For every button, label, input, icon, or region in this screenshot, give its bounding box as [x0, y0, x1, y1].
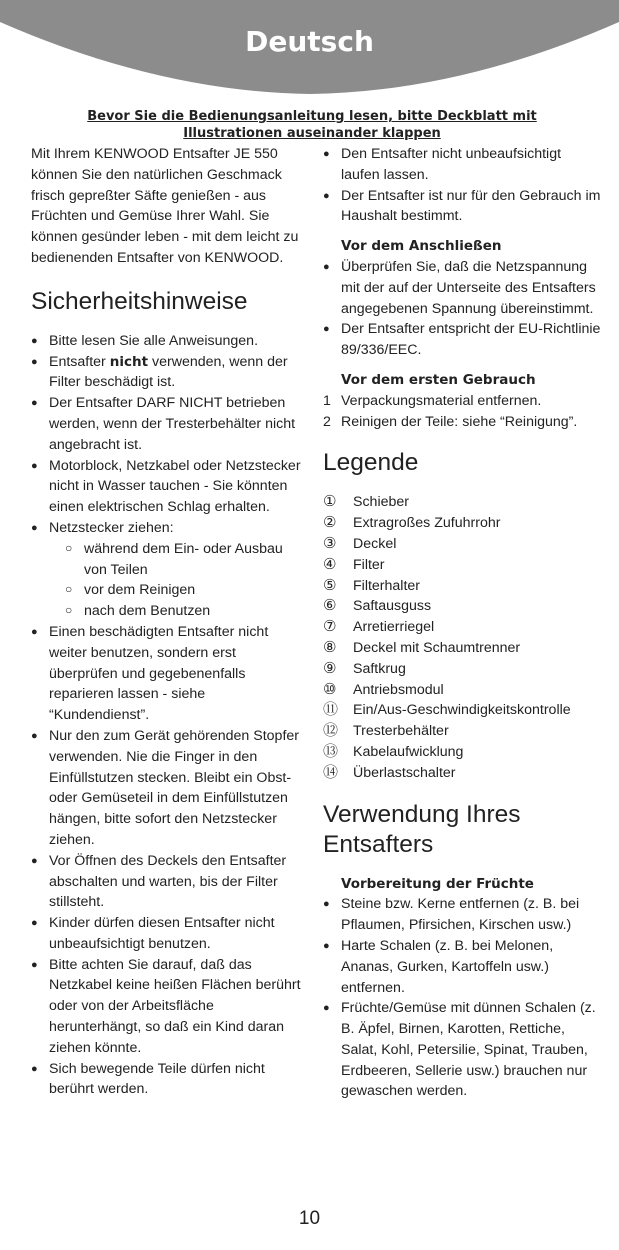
step-item: [323, 391, 603, 412]
list-item: ● Der Entsafter DARF NICHT betrieben werden, wenn der Tresterbehälter nicht angebracht ist.: [31, 393, 303, 455]
sub-list-item: ○ während dem Ein- oder Ausbau von Teilen: [49, 539, 303, 581]
legend-text: Extragroßes Zufuhrrohr: [353, 515, 501, 532]
first-use-steps: [323, 391, 603, 433]
legend-item: [323, 763, 603, 784]
legend-item: [323, 742, 603, 763]
step-item: [323, 412, 603, 433]
list-item: ● Den Entsafter nicht unbeaufsichtigt laufen lassen.: [323, 144, 603, 186]
legend-number: ⑫: [323, 722, 339, 740]
header-band: [0, 0, 619, 100]
legend-text: Antriebsmodul: [353, 681, 444, 698]
sub-list-item: ○ vor dem Reinigen: [49, 580, 303, 601]
fruit-prep-heading: Vorbereitung der Früchte: [341, 875, 534, 892]
legend-number: ⑤: [323, 576, 337, 594]
safety-heading: Sicherheitshinweise: [31, 287, 248, 315]
legend-text: Arretierriegel: [353, 619, 435, 636]
list-item: ● Der Entsafter entspricht der EU-Richtlinie 89/336/EEC.: [323, 319, 603, 361]
foldout-notice: Bevor Sie die Bedienungsanleitung lesen, bitte Deckblatt mit Illustrationen auseinander klappen: [87, 109, 537, 141]
legend-number: ⑦: [323, 618, 337, 636]
left-column: [31, 144, 303, 1100]
legend-text: Filterhalter: [353, 577, 421, 594]
legend-item: [323, 596, 603, 617]
legend-number: ⑪: [323, 701, 339, 719]
legend-text: Deckel: [353, 535, 397, 552]
legend-item: [323, 513, 603, 534]
legend-text: Saftausguss: [353, 598, 432, 615]
step-number: 1: [323, 392, 331, 409]
legend-text: Tresterbehälter: [353, 723, 449, 740]
list-item: ● Vor Öffnen des Deckels den Entsafter abschalten und warten, bis der Filter stillsteht.: [31, 851, 303, 913]
legend-number: ③: [323, 534, 337, 552]
legend-number: ⑨: [323, 659, 337, 677]
right-column: [323, 144, 603, 1102]
legend-text: Ein/Aus-Geschwindigkeitskontrolle: [353, 702, 571, 719]
list-item: ● Bitte achten Sie darauf, daß das Netzkabel keine heißen Flächen berührt oder von der Arbeitsfläche herunterhängt, so daß ein Kind daran ziehen könnte.: [31, 955, 303, 1059]
safety-list: [31, 331, 303, 1100]
first-use-heading: Vor dem ersten Gebrauch: [341, 371, 536, 388]
emphasis-text: nicht: [109, 353, 149, 370]
legend-number: ④: [323, 555, 337, 573]
list-item: ● Früchte/Gemüse mit dünnen Schalen (z. B. Äpfel, Birnen, Karotten, Rettiche, Salat, Kohl, Petersilie, Spinat, Trauben, Erdbeeren, Sellerie usw.) brauchen nur gewaschen werden.: [323, 998, 603, 1102]
list-item-text: Netzstecker ziehen:: [49, 519, 174, 536]
language-title: Deutsch: [245, 25, 374, 58]
legend-number: ⑩: [323, 680, 337, 698]
legend-text: Saftkrug: [353, 660, 406, 677]
legend-item: [323, 617, 603, 638]
connect-heading: Vor dem Anschließen: [341, 238, 502, 255]
legend-item: [323, 555, 603, 576]
legend-text: Deckel mit Schaumtrenner: [353, 639, 521, 656]
legend-number: ⑧: [323, 638, 337, 656]
list-item: ● Überprüfen Sie, daß die Netzspannung mit der auf der Unterseite des Entsafters angegebenen Spannung übereinstimmt.: [323, 257, 603, 319]
safety-list-continued: [323, 144, 603, 227]
page-number: 10: [298, 1208, 321, 1229]
legend-number: ⑬: [323, 742, 339, 760]
step-text: Verpackungsmaterial entfernen.: [341, 392, 542, 409]
legend-text: Kabelaufwicklung: [353, 743, 464, 760]
legend-item: [323, 576, 603, 597]
list-item: ● Steine bzw. Kerne entfernen (z. B. bei Pflaumen, Pfirsichen, Kirschen usw.): [323, 894, 603, 936]
legend-list: [323, 492, 603, 783]
legend-number: ②: [323, 514, 337, 532]
legend-number: ⑭: [323, 763, 339, 781]
legend-number: ①: [323, 493, 337, 511]
list-item: ● Motorblock, Netzkabel oder Netzstecker nicht in Wasser tauchen - Sie könnten einen elektrischen Schlag erhalten.: [31, 456, 303, 518]
list-item-text: Entsafter: [49, 353, 110, 370]
legend-text: Überlastschalter: [353, 764, 456, 781]
usage-heading: Verwendung Ihres Entsafters: [323, 800, 521, 858]
step-text: Reinigen der Teile: siehe “Reinigung”.: [341, 413, 578, 430]
legend-text: Filter: [353, 556, 385, 573]
list-item-text: verwenden, wenn der Filter beschädigt ist.: [49, 353, 288, 391]
sub-list-item: ○ nach dem Benutzen: [49, 601, 303, 622]
legend-heading: Legende: [323, 449, 419, 477]
list-item: [31, 352, 303, 394]
list-item: ● Bitte lesen Sie alle Anweisungen.: [31, 331, 303, 352]
connect-list: [323, 257, 603, 361]
list-item: ● Der Entsafter ist nur für den Gebrauch im Haushalt bestimmt.: [323, 186, 603, 228]
legend-item: [323, 680, 603, 701]
legend-item: [323, 721, 603, 742]
unplug-sublist: [49, 539, 303, 622]
legend-text: Schieber: [353, 494, 409, 511]
legend-item: [323, 534, 603, 555]
list-item: ● Sich bewegende Teile dürfen nicht berührt werden.: [31, 1059, 303, 1101]
intro-paragraph: Mit Ihrem KENWOOD Entsafter JE 550 können Sie den natürlichen Geschmack frisch gepreßter Säfte genießen - aus Früchten und Gemüse Ihrer Wahl. Sie können gesünder leben - mit dem leicht zu bedienenden Entsafter von KENWOOD.: [31, 146, 299, 266]
list-item: ● Einen beschädigten Entsafter nicht weiter benutzen, sondern erst überprüfen und gegebenenfalls reparieren lassen - siehe “Kundendienst”.: [31, 622, 303, 726]
legend-item: [323, 638, 603, 659]
list-item: ● Harte Schalen (z. B. bei Melonen, Ananas, Gurken, Kartoffeln usw.) entfernen.: [323, 936, 603, 998]
fruit-prep-list: [323, 894, 603, 1102]
list-item: ● Kinder dürfen diesen Entsafter nicht unbeaufsichtigt benutzen.: [31, 913, 303, 955]
legend-item: [323, 700, 603, 721]
list-item: [31, 518, 303, 622]
step-number: 2: [323, 413, 331, 430]
legend-item: [323, 492, 603, 513]
list-item: ● Nur den zum Gerät gehörenden Stopfer verwenden. Nie die Finger in den Einfüllstutzen stecken. Bleibt ein Obst- oder Gemüseteil in dem Einfüllstutzen hängen, bitte sofort den Netzstecker ziehen.: [31, 726, 303, 851]
legend-item: [323, 659, 603, 680]
legend-number: ⑥: [323, 597, 337, 615]
